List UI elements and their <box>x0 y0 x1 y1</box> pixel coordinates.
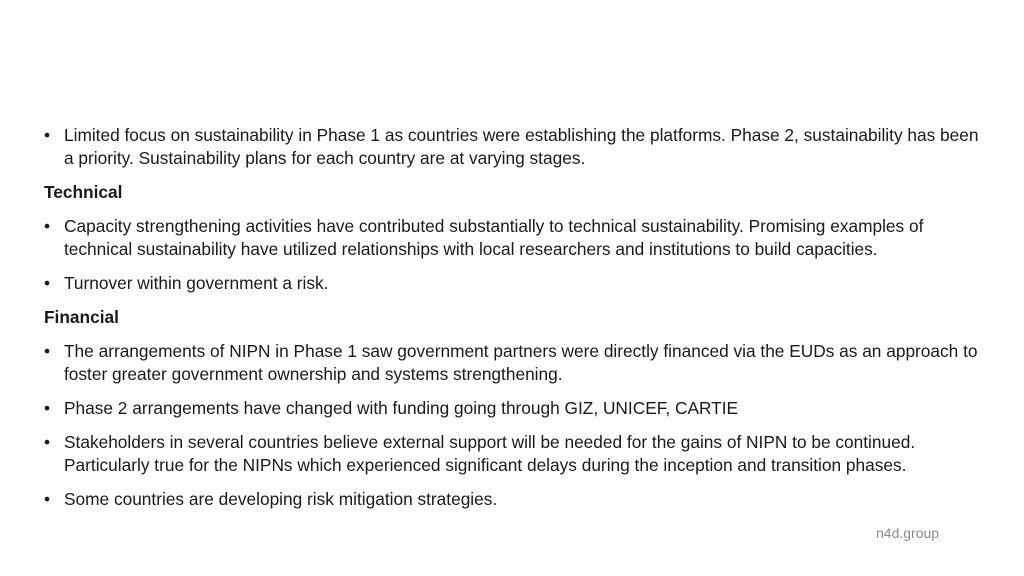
section-heading-technical: Technical <box>44 182 123 202</box>
bullet-text: The arrangements of NIPN in Phase 1 saw government partners were directly financed via the EUDs as an approach to foster greater government ownership and systems strengthening. <box>64 341 978 384</box>
bullet-item <box>44 340 984 386</box>
section-heading-financial: Financial <box>44 307 119 327</box>
bullet-icon: • <box>44 216 51 236</box>
bullet-text: Capacity strengthening activities have contributed substantially to technical sustainability. Promising examples of technical sustainability have utilized relationships with local researchers and institutions to build capacities. <box>64 216 924 259</box>
bullet-text: Some countries are developing risk mitigation strategies. <box>64 489 498 509</box>
bullet-icon: • <box>44 489 51 509</box>
bullet-item <box>44 215 984 261</box>
bullet-icon: • <box>44 125 51 145</box>
bullet-item <box>44 397 984 420</box>
bullet-icon: • <box>44 432 51 452</box>
bullet-text: Turnover within government a risk. <box>64 273 329 293</box>
bullet-text: Phase 2 arrangements have changed with funding going through GIZ, UNICEF, CARTIE <box>64 398 739 418</box>
bullet-item <box>44 124 984 170</box>
bullet-text: Limited focus on sustainability in Phase 1 as countries were establishing the platforms. Phase 2, sustainability has been a priority. Sustainability plans for each country are at varying stages. <box>64 125 979 168</box>
bullet-text: Stakeholders in several countries believe external support will be needed for the gains of NIPN to be continued. Particularly true for the NIPNs which experienced significant delays during the inception and transition phases. <box>64 432 916 475</box>
footer-brand: n4d.group <box>876 525 940 541</box>
bullet-item <box>44 272 984 295</box>
bullet-icon: • <box>44 273 51 293</box>
bullet-icon: • <box>44 341 51 361</box>
bullet-icon: • <box>44 398 51 418</box>
slide-body <box>44 124 984 522</box>
bullet-item <box>44 431 984 477</box>
bullet-item <box>44 488 984 511</box>
